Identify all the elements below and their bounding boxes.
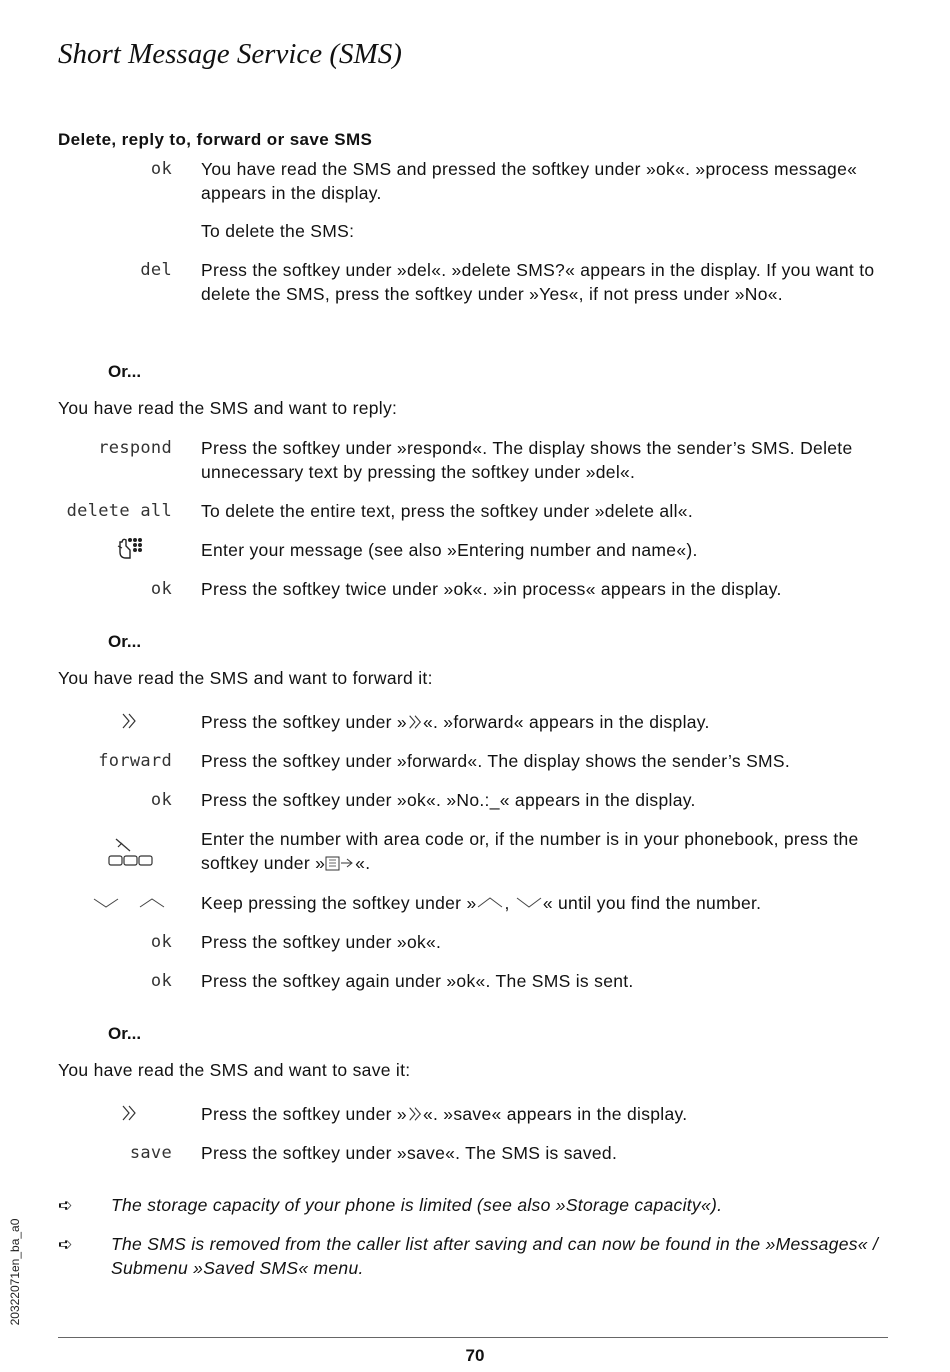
softkey-label: delete all bbox=[66, 501, 172, 521]
softkey-label: del bbox=[140, 260, 172, 280]
softkey-label: ok bbox=[150, 932, 172, 952]
softkey-label: ok bbox=[150, 579, 172, 599]
footer-divider bbox=[58, 1337, 888, 1338]
instruction-text: Press the softkey under » «. »save« appears in the display. bbox=[201, 1102, 891, 1128]
double-chevron-icon bbox=[407, 1104, 423, 1128]
scroll-arrows-icon bbox=[92, 895, 168, 911]
note-arrow-icon: ➪ bbox=[58, 1195, 73, 1215]
page-title: Short Message Service (SMS) bbox=[58, 38, 402, 70]
phonebook-icon bbox=[325, 853, 355, 877]
intro-text: You have read the SMS and want to save it: bbox=[58, 1060, 411, 1080]
instruction-text: Press the softkey under »ok«. bbox=[201, 932, 442, 952]
instruction-text: Enter the number with area code or, if the number is in your phonebook, press the softkey under » «. bbox=[201, 827, 891, 877]
scroll-down-icon bbox=[515, 891, 543, 915]
page-number: 70 bbox=[465, 1346, 485, 1365]
instruction-text: Press the softkey under »forward«. The display shows the sender’s SMS. bbox=[201, 751, 791, 771]
instruction-text: Keep pressing the softkey under » , « until you find the number. bbox=[201, 893, 762, 913]
softkey-label: save bbox=[129, 1143, 172, 1163]
instruction-text: Press the softkey under »save«. The SMS is saved. bbox=[201, 1143, 618, 1163]
note-text: The SMS is removed from the caller list after saving and can now be found in the »Messages« / Submenu »Saved SMS« menu. bbox=[111, 1234, 879, 1278]
instruction-text: Press the softkey under »del«. »delete SMS?« appears in the display. If you want to delete the SMS, press the softkey under »Yes«, if not press under »No«. bbox=[201, 260, 875, 304]
double-chevron-icon bbox=[120, 1104, 138, 1122]
keypad-icon bbox=[116, 536, 142, 562]
softkey-label: ok bbox=[150, 790, 172, 810]
phonebook-keys-icon bbox=[108, 837, 154, 867]
note-text: The storage capacity of your phone is limited (see also »Storage capacity«). bbox=[111, 1195, 723, 1215]
note-arrow-icon: ➪ bbox=[58, 1234, 73, 1254]
or-label: Or... bbox=[108, 362, 142, 381]
double-chevron-icon bbox=[407, 712, 423, 736]
instruction-text: Press the softkey under »ok«. »No.:_« appears in the display. bbox=[201, 790, 696, 810]
instruction-text: To delete the entire text, press the softkey under »delete all«. bbox=[201, 501, 693, 521]
or-label: Or... bbox=[108, 632, 142, 651]
softkey-label: respond bbox=[98, 438, 172, 458]
softkey-label: forward bbox=[98, 751, 172, 771]
instruction-text: Enter your message (see also »Entering number and name«). bbox=[201, 540, 698, 560]
softkey-label: ok bbox=[150, 159, 172, 179]
instruction-text: Press the softkey under »respond«. The display shows the sender’s SMS. Delete unnecessary text by pressing the softkey under »del«. bbox=[201, 438, 853, 482]
instruction-text: Press the softkey twice under »ok«. »in process« appears in the display. bbox=[201, 579, 782, 599]
instruction-text: Press the softkey again under »ok«. The SMS is sent. bbox=[201, 971, 634, 991]
softkey-label: ok bbox=[150, 971, 172, 991]
intro-text: You have read the SMS and want to forward it: bbox=[58, 668, 433, 688]
double-chevron-icon bbox=[120, 712, 138, 730]
instruction-text: Press the softkey under » «. »forward« appears in the display. bbox=[201, 710, 891, 736]
instruction-text: To delete the SMS: bbox=[201, 221, 355, 241]
or-label: Or... bbox=[108, 1024, 142, 1043]
section-heading: Delete, reply to, forward or save SMS bbox=[58, 130, 373, 149]
instruction-text: You have read the SMS and pressed the softkey under »ok«. »process message« appears in the display. bbox=[201, 159, 858, 203]
intro-text: You have read the SMS and want to reply: bbox=[58, 398, 398, 418]
scroll-up-icon bbox=[476, 891, 504, 915]
document-code: 20322071en_ba_a0 bbox=[8, 1218, 22, 1326]
